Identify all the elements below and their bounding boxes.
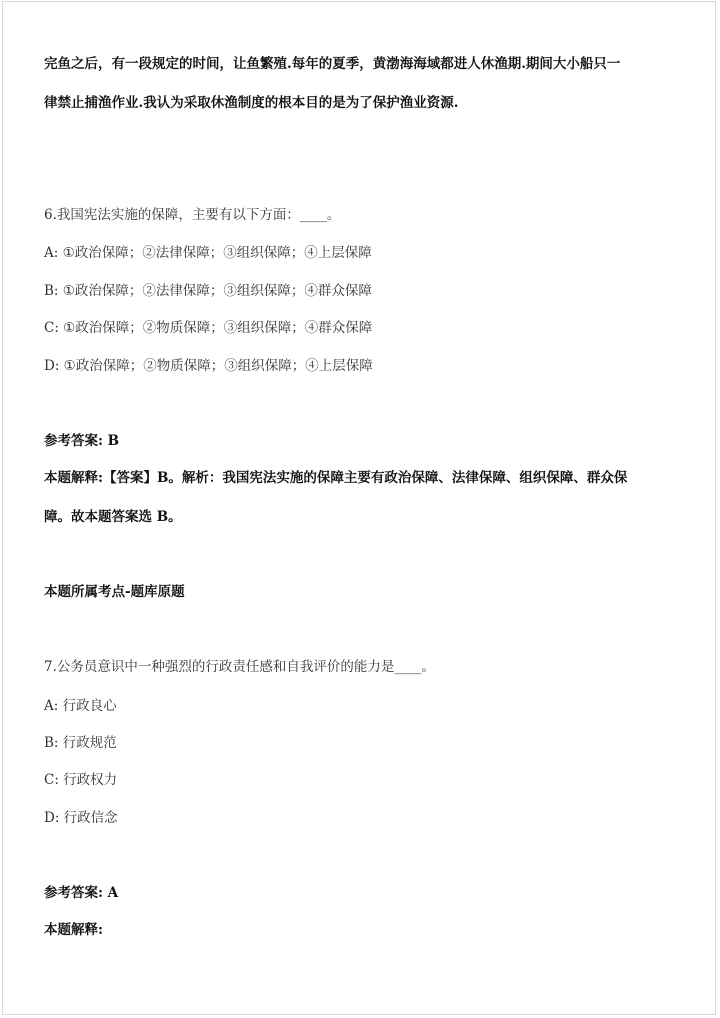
question-7-answer: 参考答案: A [44,885,119,901]
question-7-option-a: A: 行政良心 [44,698,117,714]
question-6-topic: 本题所属考点-题库原题 [44,584,185,600]
question-7-text: 7.公务员意识中一种强烈的行政责任感和自我评价的能力是____。 [44,659,435,675]
question-6-explanation-line-1: 本题解释:【答案】B。解析：我国宪法实施的保障主要有政治保障、法律保障、组织保障、群众保 [44,470,628,486]
question-6-option-a: A: ①政治保障；②法律保障；③组织保障；④上层保障 [44,245,372,261]
question-6-explanation-line-2: 障。故本题答案选 B。 [44,509,182,525]
question-7-option-c: C: 行政权力 [44,772,118,788]
question-7-option-b: B: 行政规范 [44,735,117,751]
question-6-answer: 参考答案: B [44,433,120,449]
question-7-explanation-label: 本题解释: [44,922,103,938]
prev-explanation-line-2: 律禁止捕渔作业.我认为采取休渔制度的根本目的是为了保护渔业资源. [44,95,459,111]
prev-explanation-line-1: 完鱼之后，有一段规定的时间，让鱼繁殖.每年的夏季，黄渤海海域都进人休渔期.期间大小船只一 [44,56,621,72]
question-6-option-b: B: ①政治保障；②法律保障；③组织保障；④群众保障 [44,283,372,299]
question-6-text: 6.我国宪法实施的保障，主要有以下方面：____。 [44,207,341,223]
question-6-option-d: D: ①政治保障；②物质保障；③组织保障；④上层保障 [44,358,373,374]
question-6-option-c: C: ①政治保障；②物质保障；③组织保障；④群众保障 [44,320,373,336]
question-7-option-d: D: 行政信念 [44,810,118,826]
